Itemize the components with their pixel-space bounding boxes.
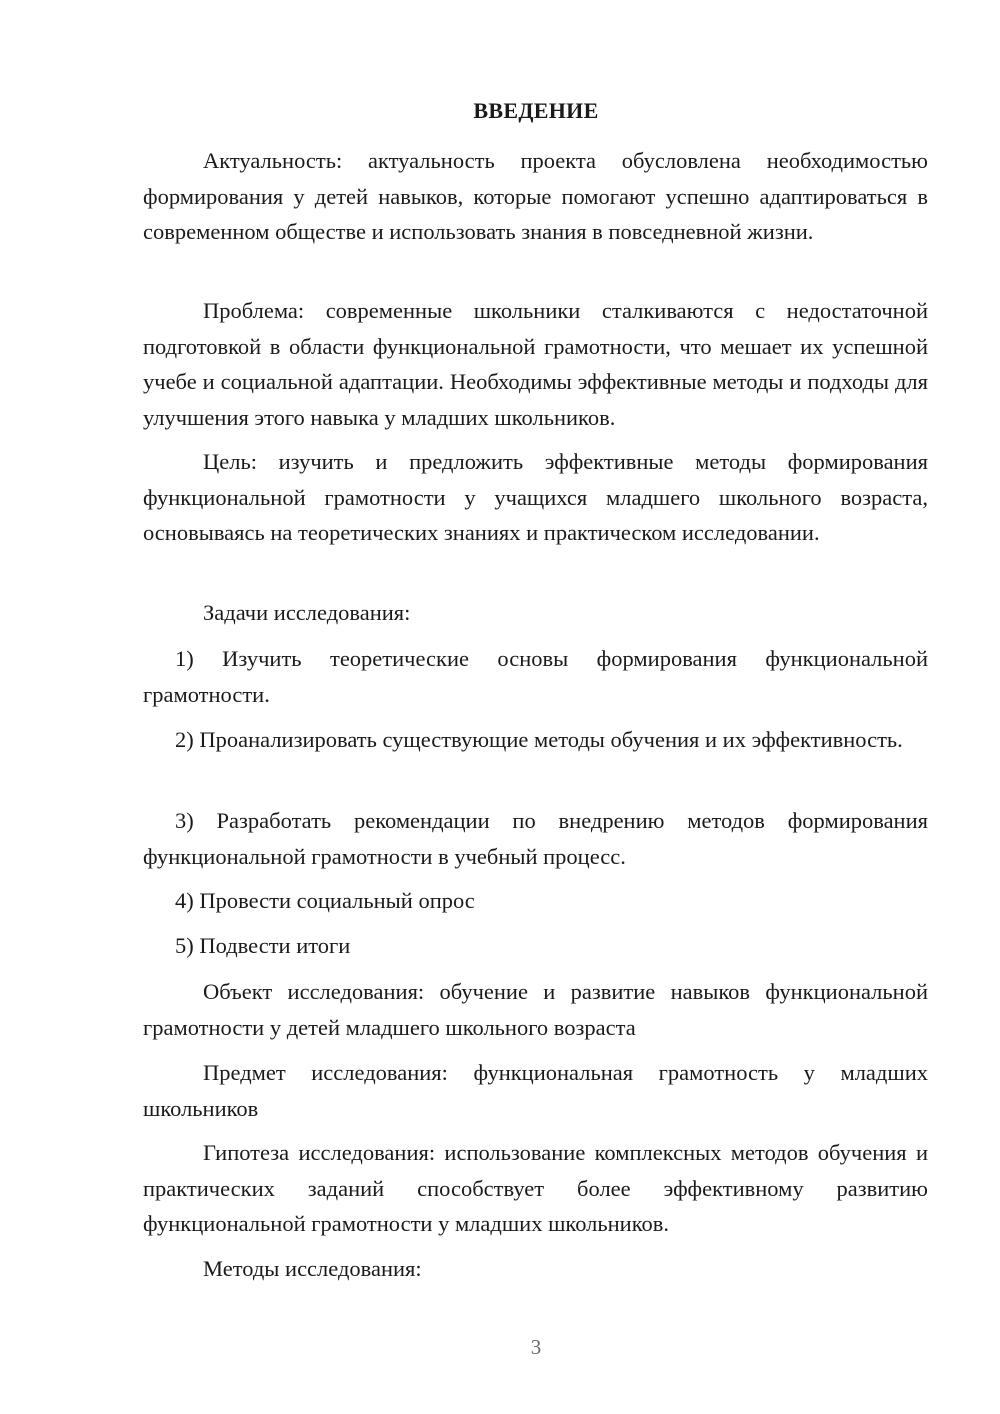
hypothesis-paragraph: Гипотеза исследования: использование комплексных методов обучения и практических заданий способствует более эффективному развитию функциональной грамотности у младших школьников. <box>143 1140 928 1236</box>
task-item-3: 3) Разработать рекомендации по внедрению методов формирования функциональной грамотности в учебный процесс. <box>143 808 928 869</box>
task-item-1: 1) Изучить теоретические основы формирования функциональной грамотности. <box>143 646 928 707</box>
methods-heading: Методы исследования: <box>203 1256 422 1281</box>
task-item-5: 5) Подвести итоги <box>175 933 351 958</box>
task-item-2: 2) Проанализировать существующие методы обучения и их эффективность. <box>175 727 903 752</box>
tasks-heading: Задачи исследования: <box>203 600 411 625</box>
page-title: ВВЕДЕНИЕ <box>473 98 599 123</box>
relevance-paragraph: Актуальность: актуальность проекта обусловлена необходимостью формирования у детей навыков, которые помогают успешно адаптироваться в современном обществе и использовать знания в повседневной жизни. <box>143 148 928 244</box>
object-paragraph: Объект исследования: обучение и развитие навыков функциональной грамотности у детей младшего школьного возраста <box>143 979 928 1040</box>
subject-paragraph: Предмет исследования: функциональная грамотность у младших школьников <box>143 1060 928 1121</box>
task-item-4: 4) Провести социальный опрос <box>175 888 475 913</box>
problem-paragraph: Проблема: современные школьники сталкиваются с недостаточной подготовкой в области функциональной грамотности, что мешает их успешной учебе и социальной адаптации. Необходимы эффективные методы и подходы для улучшения этого навыка у младших школьников. <box>143 298 928 430</box>
page-number: 3 <box>530 1335 542 1359</box>
goal-paragraph: Цель: изучить и предложить эффективные методы формирования функциональной грамотности у учащихся младшего школьного возраста, основываясь на теоретических знаниях и практическом исследовании. <box>143 449 928 545</box>
